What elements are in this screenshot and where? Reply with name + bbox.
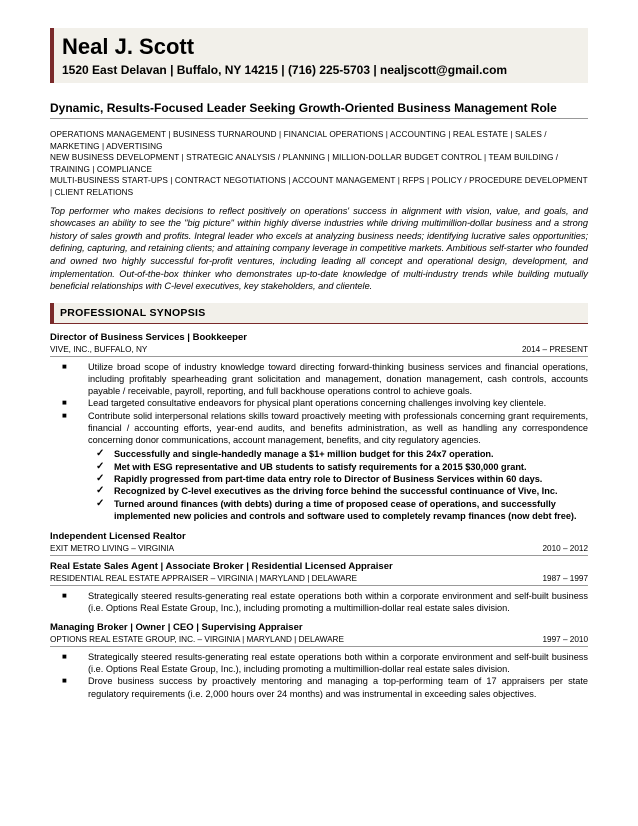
achievement-text: Recognized by C-level executives as the driving force behind the successful continuance of Vive, Inc. (114, 486, 558, 497)
job-bullets (50, 651, 588, 700)
skills-line: OPERATIONS MANAGEMENT | BUSINESS TURNAROUND | FINANCIAL OPERATIONS | ACCOUNTING | REAL ESTATE | SALES / MARKETING | ADVERTISING (50, 130, 547, 151)
section-title-professional-synopsis: PROFESSIONAL SYNOPSIS (50, 303, 588, 324)
job-achievements (50, 448, 588, 522)
resume-header (50, 28, 588, 83)
job-dates: 2010 – 2012 (542, 543, 588, 553)
bullet-text: Utilize broad scope of industry knowledge toward directing forward-thinking business services and financial operations, including profitably spearheading grant solicitation and management, donation management, cash controls, accounts payable / receivable, payroll, reporting, and full backhouse operations control to achieve goals. (88, 361, 588, 397)
professional-summary: Top performer who makes decisions to reflect positively on operations' success in alignment with vision, value, and goals, and showcases an ability to see the "big picture" within highly diverse industries while driving multimillion-dollar business and a strong history of sales growth and profits. Integral leader who excels at analyzing business needs; identifying lucrative sales opportunities; defining, capturing, and retaining clients; and attaining company leverage in competitive markets. Ambitious self-starter who founded and owned two highly successful for-profit ventures, including leading all concept and operational design, development, and implementation. Out-of-the-box thinker who demonstrates up-to-date knowledge of multi-industry trends while building mutually beneficial relationships with C-level executives, key stakeholders, and clientele. (50, 205, 588, 292)
checkmark-icon: ✓ (96, 497, 105, 509)
list-item (62, 675, 588, 699)
achievement-text: Met with ESG representative and UB students to satisfy requirements for a 2015 $30,000 grant. (114, 461, 527, 472)
skills-line: MULTI-BUSINESS START-UPS | CONTRACT NEGOTIATIONS | ACCOUNT MANAGEMENT | RFPS | POLICY / PROCEDURE DEVELOPMENT | CLIENT RELATIONS (50, 176, 588, 197)
candidate-name: Neal J. Scott (62, 34, 195, 59)
list-item (96, 460, 588, 473)
job-bullets (50, 361, 588, 446)
contact-line: 1520 East Delavan | Buffalo, NY 14215 | (716) 225-5703 | nealjscott@gmail.com (62, 63, 508, 77)
skills-list (50, 129, 588, 199)
square-bullet-icon: ■ (62, 590, 67, 600)
skills-line: NEW BUSINESS DEVELOPMENT | STRATEGIC ANALYSIS / PLANNING | MILLION-DOLLAR BUDGET CONTROL | TEAM BUILDING / TRAINING | COMPLIANCE (50, 153, 559, 174)
list-item (62, 410, 588, 447)
bullet-text: Lead targeted consultative endeavors for physical plant operations concerning challenges involving key clientele. (88, 398, 547, 409)
job-entry (50, 561, 588, 614)
job-entry (50, 622, 588, 700)
job-bullets (50, 590, 588, 614)
job-company: RESIDENTIAL REAL ESTATE APPRAISER – VIRGINIA | MARYLAND | DELAWARE (50, 573, 357, 583)
resume-page (50, 28, 588, 700)
checkmark-icon: ✓ (96, 485, 105, 497)
job-dates: 1997 – 2010 (542, 634, 588, 644)
bullet-text: Drove business success by proactively mentoring and managing a top-performing team of 17 appraisers per state regulatory requirements (i.e. 2,000 hours over 24 months) and was instrumental in exceeding sales objectives. (88, 676, 588, 699)
job-company-row (50, 573, 588, 586)
job-company-row (50, 634, 588, 647)
list-item (62, 397, 588, 409)
achievement-text: Successfully and single-handedly manage a $1+ million budget for this 24x7 operation. (114, 449, 494, 460)
list-item (62, 361, 588, 398)
bullet-text: Contribute solid interpersonal relations skills toward proactively meeting with professionals concerning grant requirements, financial / accounting efforts, year-end audits, and benefits administration, as well as handling any correspondence concerning donor communications, account management, benefits, and city regulatory agencies. (88, 410, 588, 445)
resume-tagline: Dynamic, Results-Focused Leader Seeking Growth-Oriented Business Management Role (50, 101, 588, 119)
square-bullet-icon: ■ (62, 651, 67, 661)
job-title: Real Estate Sales Agent | Associate Broker | Residential Licensed Appraiser (50, 560, 393, 572)
job-dates: 2014 – PRESENT (522, 344, 588, 354)
square-bullet-icon: ■ (62, 410, 67, 420)
bullet-text: Strategically steered results-generating real estate operations both within a corporate environment and self-built business (i.e. Options Real Estate Group, Inc.), including promoting a multimillion-dollar real estate sales division. (88, 651, 588, 675)
checkmark-icon: ✓ (96, 472, 105, 484)
job-company: EXIT METRO LIVING – VIRGINIA (50, 543, 175, 553)
job-title: Independent Licensed Realtor (50, 530, 186, 542)
list-item (96, 448, 588, 460)
square-bullet-icon: ■ (62, 676, 67, 686)
job-dates: 1987 – 1997 (542, 573, 588, 583)
job-title: Managing Broker | Owner | CEO | Supervising Appraiser (50, 621, 303, 633)
square-bullet-icon: ■ (62, 398, 67, 408)
job-company-row (50, 543, 588, 556)
list-item (96, 497, 588, 523)
job-company-row (50, 344, 588, 357)
job-entry (50, 332, 588, 523)
job-title: Director of Business Services | Bookkeeper (50, 331, 247, 343)
job-entry (50, 531, 588, 556)
list-item (96, 472, 588, 485)
square-bullet-icon: ■ (62, 361, 67, 371)
achievement-text: Turned around finances (with debts) during a time of proposed cease of operations, and successfully implemented new policies and controls and software used to completely revamp finances (now debt free). (114, 498, 577, 522)
checkmark-icon: ✓ (96, 448, 105, 460)
achievement-text: Rapidly progressed from part-time data entry role to Director of Business Services within 60 days. (114, 473, 543, 484)
checkmark-icon: ✓ (96, 460, 105, 472)
bullet-text: Strategically steered results-generating real estate operations both within a corporate environment and self-built business (i.e. Options Real Estate Group, Inc.), including promoting a multimillion-dollar real estate sales division. (88, 590, 588, 613)
list-item (62, 590, 588, 614)
job-company: OPTIONS REAL ESTATE GROUP, INC. – VIRGINIA | MARYLAND | DELAWARE (50, 634, 344, 644)
list-item (62, 651, 588, 675)
job-company: VIVE, INC., BUFFALO, NY (50, 344, 148, 354)
list-item (96, 485, 588, 497)
